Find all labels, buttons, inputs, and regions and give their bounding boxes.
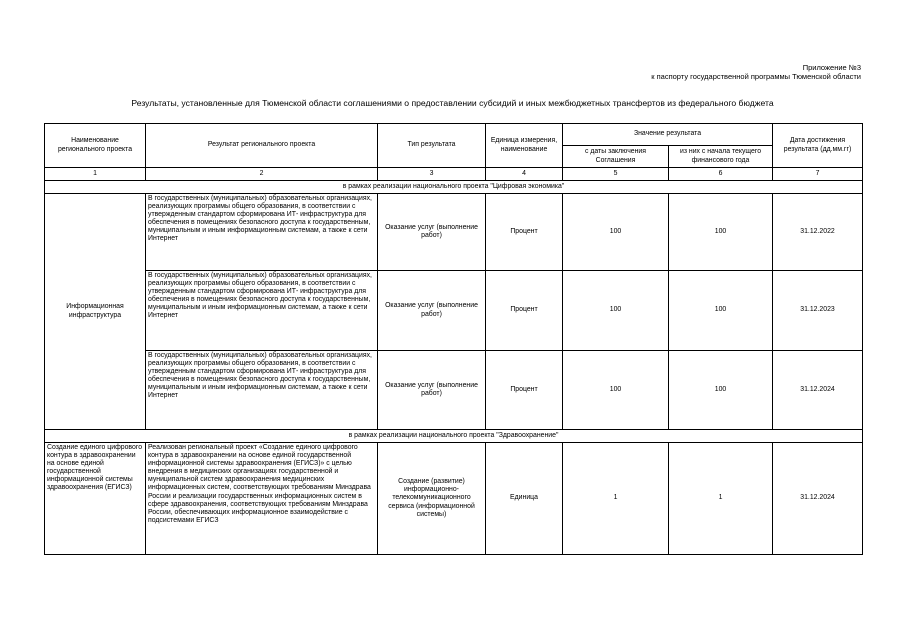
value-since-agreement-cell: 1 — [563, 443, 669, 555]
unit-cell: Процент — [486, 271, 563, 351]
table-row — [45, 194, 863, 271]
header-unit: Единица измерения, наименование — [486, 124, 563, 168]
result-type-cell: Оказание услуг (выполнение работ) — [378, 194, 486, 271]
value-since-agreement-cell: 100 — [563, 194, 669, 271]
header-value-since-agreement: с даты заключения Соглашения — [563, 146, 669, 168]
header-achievement-date: Дата достижения результата (дд.мм.гг) — [773, 124, 863, 168]
result-type-cell: Оказание услуг (выполнение работ) — [378, 271, 486, 351]
header-result-type: Тип результата — [378, 124, 486, 168]
column-number: 5 — [563, 168, 669, 181]
value-current-year-cell: 100 — [669, 194, 773, 271]
value-current-year-cell: 1 — [669, 443, 773, 555]
section-row — [45, 181, 863, 194]
project-name-cell: Создание единого цифрового контура в здравоохранении на основе единой государственной информационной системы здравоохранения (ЕГИСЗ) — [45, 443, 146, 555]
achievement-date-cell: 31.12.2024 — [773, 443, 863, 555]
project-name-cell: Информационная инфраструктура — [45, 194, 146, 430]
column-number: 6 — [669, 168, 773, 181]
section-row — [45, 430, 863, 443]
achievement-date-cell: 31.12.2023 — [773, 271, 863, 351]
appendix-note — [651, 63, 861, 81]
achievement-date-cell: 31.12.2022 — [773, 194, 863, 271]
unit-cell: Процент — [486, 194, 563, 271]
section-title-digital-economy: в рамках реализации национального проекта "Цифровая экономика" — [45, 181, 863, 194]
column-number: 3 — [378, 168, 486, 181]
result-cell: В государственных (муниципальных) образовательных организациях, реализующих программы общего образования, в соответствии с утвержденным стандартом сформирована ИТ- инфраструктура для обеспечения в помещениях безопасного доступа к государственным, муниципальным и иным информационным системам, а также к сети Интернет — [146, 194, 378, 271]
table-row — [45, 351, 863, 430]
value-since-agreement-cell: 100 — [563, 351, 669, 430]
appendix-reference: к паспорту государственной программы Тюменской области — [651, 72, 861, 81]
document-title: Результаты, установленные для Тюменской области соглашениями о предоставлении субсидий и иных межбюджетных трансфертов из федерального бюджета — [131, 98, 774, 108]
unit-cell: Процент — [486, 351, 563, 430]
column-number: 1 — [45, 168, 146, 181]
result-cell: В государственных (муниципальных) образовательных организациях, реализующих программы общего образования, в соответствии с утвержденным стандартом сформирована ИТ- инфраструктура для обеспечения в помещениях безопасного доступа к государственным, муниципальным и иным информационным системам, а также к сети Интернет — [146, 351, 378, 430]
achievement-date-cell: 31.12.2024 — [773, 351, 863, 430]
result-type-cell: Оказание услуг (выполнение работ) — [378, 351, 486, 430]
column-number: 4 — [486, 168, 563, 181]
value-current-year-cell: 100 — [669, 351, 773, 430]
table-row — [45, 271, 863, 351]
column-number: 7 — [773, 168, 863, 181]
unit-cell: Единица — [486, 443, 563, 555]
value-since-agreement-cell: 100 — [563, 271, 669, 351]
value-current-year-cell: 100 — [669, 271, 773, 351]
header-row-1 — [45, 124, 863, 146]
result-cell: Реализован региональный проект «Создание единого цифрового контура в здравоохранении на основе единой государственной информационной системы здравоохранения (ЕГИСЗ)» с целью внедрения в медицинских организациях государственной и муниципальной систем здравоохранения медицинских информационных систем, соответствующих требованиям Минздрава России и реализации государственных информационных систем в сфере здравоохранения, соответствующих требованиям Минздрава России, обеспечивающих информационное взаимодействие с подсистемами ЕГИСЗ — [146, 443, 378, 555]
section-title-healthcare: в рамках реализации национального проекта "Здравоохранение" — [45, 430, 863, 443]
table-row — [45, 443, 863, 555]
result-cell: В государственных (муниципальных) образовательных организациях, реализующих программы общего образования, в соответствии с утвержденным стандартом сформирована ИТ- инфраструктура для обеспечения в помещениях безопасного доступа к государственным, муниципальным и иным информационным системам, а также к сети Интернет — [146, 271, 378, 351]
result-type-cell: Создание (развитие) информационно-телекоммуникационного сервиса (информационной системы) — [378, 443, 486, 555]
column-number: 2 — [146, 168, 378, 181]
header-value-current-year: из них с начала текущего финансового года — [669, 146, 773, 168]
header-result: Результат регионального проекта — [146, 124, 378, 168]
header-project-name: Наименование регионального проекта — [45, 124, 146, 168]
appendix-number: Приложение №3 — [802, 63, 861, 72]
results-table — [44, 123, 863, 555]
header-value-group: Значение результата — [563, 124, 773, 146]
column-number-row — [45, 168, 863, 181]
